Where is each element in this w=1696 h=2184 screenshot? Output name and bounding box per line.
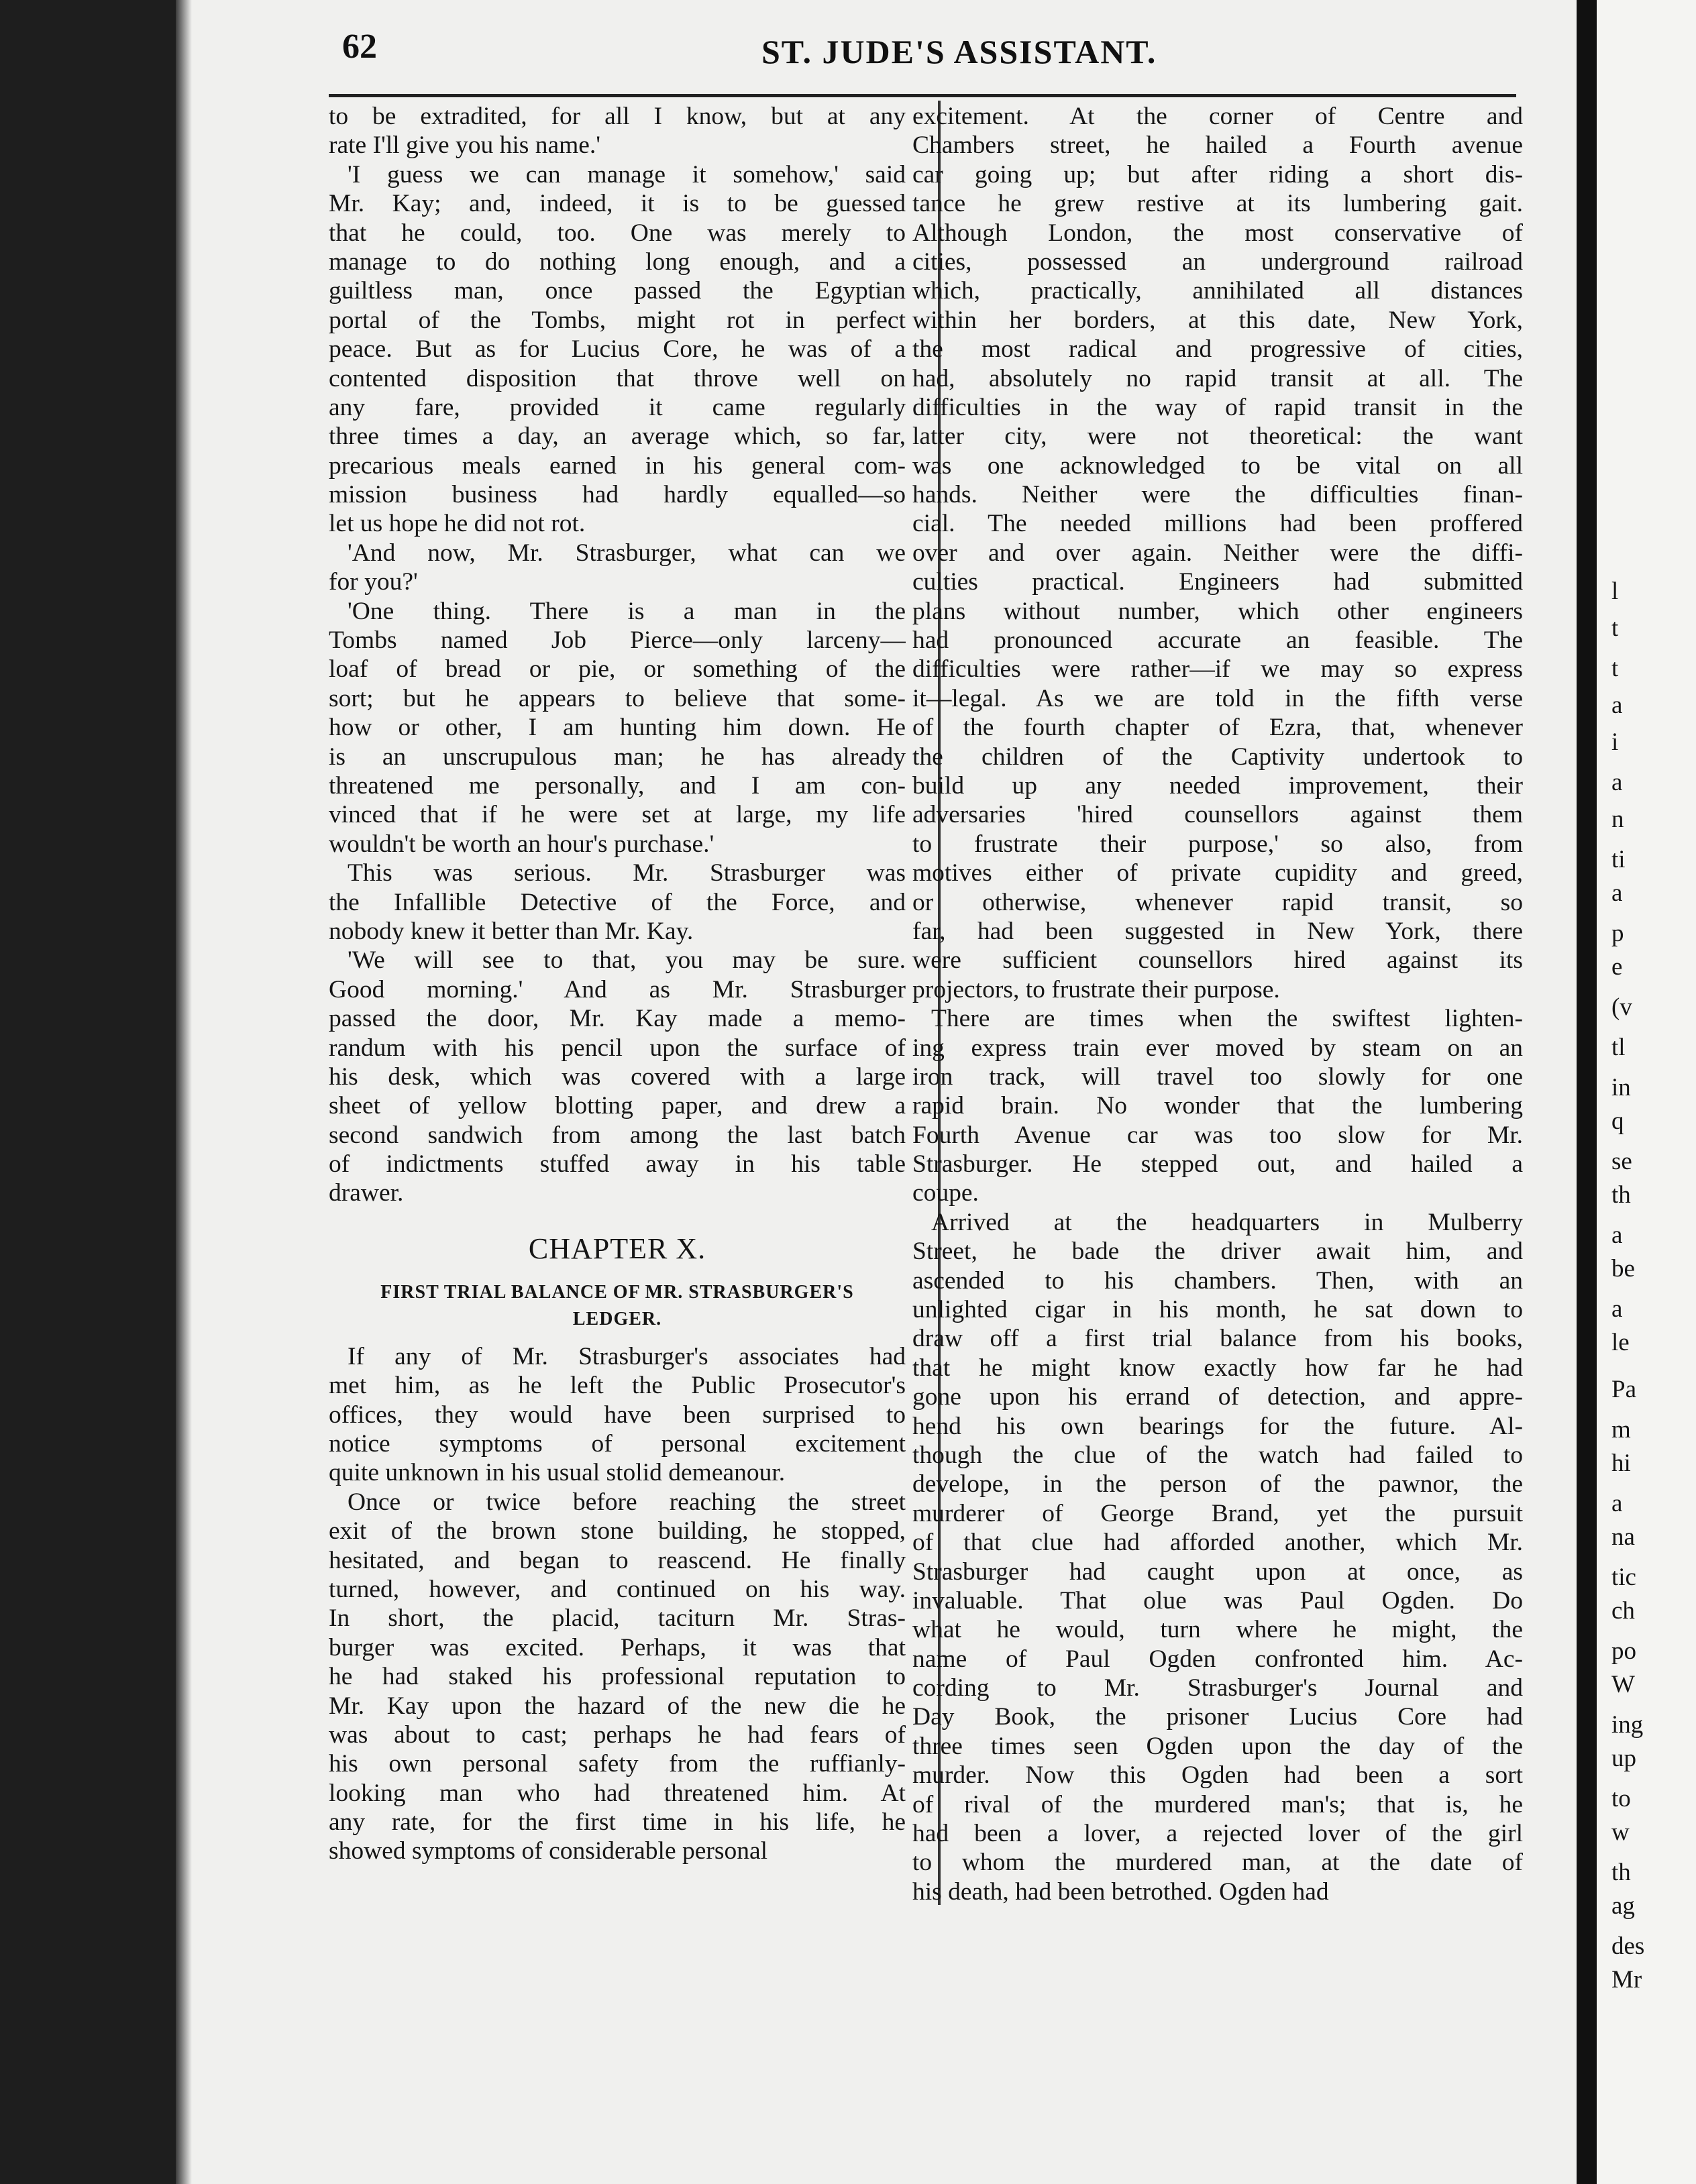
text-line: what he would, turn where he might, the: [912, 1616, 1523, 1644]
text-line: that he could, too. One was merely to: [329, 219, 906, 247]
adjacent-page-fragment: a: [1611, 769, 1623, 796]
text-line: or otherwise, whenever rapid transit, so: [912, 888, 1523, 916]
adjacent-page-fragment: tl: [1611, 1034, 1626, 1061]
text-line: it—legal. As we are told in the fifth verse: [912, 684, 1523, 712]
text-line: 'And now, Mr. Strasburger, what can we: [348, 539, 906, 567]
text-line: met him, as he left the Public Prosecutor's: [329, 1372, 906, 1400]
text-line: his death, had been betrothed. Ogden had: [912, 1877, 1329, 1906]
adjacent-page-fragment: a: [1611, 879, 1623, 907]
text-line: contented disposition that throve well on: [329, 364, 906, 392]
text-line: had been a lover, a rejected lover of the girl: [912, 1820, 1523, 1848]
text-line: vinced that if he were set at large, my life: [329, 801, 906, 829]
text-line: he had staked his professional reputation to: [329, 1663, 906, 1691]
adjacent-page-fragment: n: [1611, 806, 1624, 833]
text-line: If any of Mr. Strasburger's associates had: [348, 1342, 906, 1370]
text-line: difficulties were rather—if we may so express: [912, 655, 1523, 684]
text-line: quite unknown in his usual stolid demeanour.: [329, 1459, 786, 1487]
text-line: 'I guess we can manage it somehow,' said: [348, 160, 906, 188]
text-line: wouldn't be worth an hour's purchase.': [329, 830, 714, 858]
text-line: manage to do nothing long enough, and a: [329, 248, 906, 276]
adjacent-page-fragment: Pa: [1611, 1376, 1636, 1403]
adjacent-page-fragment: ing: [1611, 1711, 1644, 1739]
text-line: Day Book, the prisoner Lucius Core had: [912, 1703, 1523, 1731]
text-line: Mr. Kay; and, indeed, it is to be guessed: [329, 190, 906, 218]
chapter-subtitle: [329, 1279, 906, 1333]
text-line: were sufficient counsellors hired against its: [912, 946, 1523, 975]
text-line: excitement. At the corner of Centre and: [912, 103, 1523, 130]
text-line: loaf of bread or pie, or something of the: [329, 655, 906, 684]
text-line: tance he grew restive at its lumbering gait.: [912, 190, 1523, 218]
text-line: precarious meals earned in his general com-: [329, 451, 906, 480]
text-line: nobody knew it better than Mr. Kay.: [329, 917, 694, 945]
text-line: any fare, provided it came regularly: [329, 393, 906, 421]
text-line: develope, in the person of the pawnor, the: [912, 1470, 1523, 1498]
text-line: Chambers street, he hailed a Fourth avenue: [912, 131, 1523, 160]
adjacent-page-fragment: up: [1611, 1745, 1636, 1772]
adjacent-page-fragment: se: [1611, 1148, 1632, 1175]
text-line: hesitated, and began to reascend. He finally: [329, 1546, 906, 1574]
adjacent-page-fragment: Mr: [1611, 1966, 1642, 1994]
adjacent-page-fragment: l: [1611, 578, 1619, 605]
text-line: threatened me personally, and I am con-: [329, 771, 906, 800]
adjacent-page-edge: [1597, 0, 1696, 2184]
text-line: latter city, were not theoretical: the want: [912, 423, 1523, 451]
text-line: of that clue had afforded another, which Mr.: [912, 1529, 1523, 1557]
text-line: was about to cast; perhaps he had fears of: [329, 1721, 906, 1749]
chapter-subtitle-line: FIRST TRIAL BALANCE OF MR. STRASBURGER'S: [380, 1281, 854, 1303]
adjacent-page-fragment: a: [1611, 1295, 1623, 1323]
text-line: build up any needed improvement, their: [912, 771, 1523, 800]
text-line: This was serious. Mr. Strasburger was: [348, 859, 906, 887]
adjacent-page-fragment: th: [1611, 1181, 1631, 1209]
text-line: showed symptoms of considerable personal: [329, 1837, 768, 1865]
text-line: three times a day, an average which, so far,: [329, 423, 906, 451]
text-line: hend his own bearings for the future. Al-: [912, 1412, 1523, 1440]
text-line: Arrived at the headquarters in Mulberry: [931, 1208, 1523, 1236]
text-line: passed the door, Mr. Kay made a memo-: [329, 1005, 906, 1033]
text-line: randum with his pencil upon the surface of: [329, 1034, 906, 1062]
text-line: Good morning.' And as Mr. Strasburger: [329, 975, 906, 1003]
text-line: was one acknowledged to be vital on all: [912, 451, 1523, 480]
text-line: guiltless man, once passed the Egyptian: [329, 277, 906, 305]
text-line: difficulties in the way of rapid transit in the: [912, 393, 1523, 421]
text-line: ascended to his chambers. Then, with an: [912, 1266, 1523, 1295]
adjacent-page-fragment: ti: [1611, 846, 1626, 873]
header-rule: [329, 94, 1516, 97]
text-line: his desk, which was covered with a large: [329, 1062, 906, 1091]
text-line: Although London, the most conservative of: [912, 219, 1523, 247]
binding-shadow: [176, 0, 192, 2184]
text-line: the Infallible Detective of the Force, and: [329, 888, 906, 916]
text-line: had pronounced accurate an feasible. The: [912, 626, 1523, 655]
text-line: his own personal safety from the ruffianly-: [329, 1750, 906, 1778]
left-column-text-after-chapter: [329, 1342, 906, 1866]
adjacent-page-fragment: t: [1611, 614, 1619, 642]
adjacent-page-fragment: w: [1611, 1818, 1630, 1846]
chapter-subtitle-line: LEDGER.: [572, 1308, 662, 1329]
text-line: rate I'll give you his name.': [329, 131, 601, 160]
text-line: murder. Now this Ogden had been a sort: [912, 1761, 1523, 1790]
text-line: drawer.: [329, 1179, 404, 1207]
text-line: Strasburger had caught upon at once, as: [912, 1558, 1523, 1586]
text-line: Once or twice before reaching the street: [348, 1488, 906, 1516]
text-line: plans without number, which other engineers: [912, 597, 1523, 625]
text-line: to frustrate their purpose,' so also, from: [912, 830, 1523, 858]
adjacent-page-fragment: le: [1611, 1329, 1630, 1356]
adjacent-page-fragment: e: [1611, 953, 1623, 981]
text-line: any rate, for the first time in his life, he: [329, 1808, 906, 1837]
adjacent-page-fragment: a: [1611, 1221, 1623, 1249]
text-line: that he might know exactly how far he had: [912, 1354, 1523, 1382]
text-line: iron track, will travel too slowly for one: [912, 1062, 1523, 1091]
adjacent-page-fragment: tic: [1611, 1564, 1636, 1591]
text-line: the children of the Captivity undertook to: [912, 743, 1523, 771]
text-line: though the clue of the watch had failed to: [912, 1441, 1523, 1469]
text-line: of rival of the murdered man's; that is, he: [912, 1790, 1523, 1818]
text-line: within her borders, at this date, New York,: [912, 306, 1523, 334]
text-line: exit of the brown stone building, he stopped,: [329, 1517, 906, 1545]
text-line: over and over again. Neither were the diffi-: [912, 539, 1523, 567]
text-line: second sandwich from among the last batch: [329, 1121, 906, 1149]
text-line: Fourth Avenue car was too slow for Mr.: [912, 1121, 1523, 1149]
adjacent-page-fragment: p: [1611, 920, 1624, 947]
chapter-title: CHAPTER X.: [528, 1232, 706, 1265]
text-line: the most radical and progressive of cities,: [912, 335, 1523, 364]
adjacent-page-fragment: po: [1611, 1637, 1636, 1665]
left-column-text-before-chapter: [329, 102, 906, 1208]
page-gutter: [1577, 0, 1597, 2184]
text-line: to be extradited, for all I know, but at any: [329, 103, 906, 130]
text-line: looking man who had threatened him. At: [329, 1779, 906, 1807]
text-line: of indictments stuffed away in his table: [329, 1150, 906, 1179]
adjacent-page-fragment: be: [1611, 1255, 1635, 1282]
adjacent-page-fragment: t: [1611, 655, 1619, 682]
text-line: coupe.: [912, 1179, 979, 1207]
text-line: peace. But as for Lucius Core, he was of a: [329, 335, 906, 364]
left-column: [329, 102, 906, 1866]
text-line: culties practical. Engineers had submitted: [912, 568, 1523, 596]
text-line: burger was excited. Perhaps, it was that: [329, 1633, 906, 1661]
text-line: how or other, I am hunting him down. He: [329, 714, 906, 742]
text-line: Strasburger. He stepped out, and hailed a: [912, 1150, 1523, 1179]
running-head: ST. JUDE'S ASSISTANT.: [761, 33, 1157, 70]
text-line: invaluable. That olue was Paul Ogden. Do: [912, 1586, 1523, 1615]
adjacent-page-fragment: ag: [1611, 1892, 1635, 1920]
text-line: gone upon his errand of detection, and appre-: [912, 1383, 1523, 1411]
text-line: had, absolutely no rapid transit at all. The: [912, 364, 1523, 392]
text-line: adversaries 'hired counsellors against them: [912, 801, 1523, 829]
text-line: let us hope he did not rot.: [329, 510, 586, 538]
text-line: Mr. Kay upon the hazard of the new die he: [329, 1692, 906, 1720]
text-line: portal of the Tombs, might rot in perfect: [329, 306, 906, 334]
adjacent-page-fragment: a: [1611, 1490, 1623, 1517]
adjacent-page-fragment: to: [1611, 1785, 1631, 1812]
text-line: offices, they would have been surprised to: [329, 1401, 906, 1429]
text-line: hands. Neither were the difficulties finan-: [912, 481, 1523, 509]
text-line: sort; but he appears to believe that some-: [329, 684, 906, 712]
text-line: 'One thing. There is a man in the: [348, 597, 906, 625]
adjacent-page-fragment: (v: [1611, 993, 1632, 1021]
text-line: 'We will see to that, you may be sure.: [348, 946, 906, 975]
page-header: [342, 27, 1516, 80]
text-line: of the fourth chapter of Ezra, that, whenever: [912, 714, 1523, 742]
text-line: motives either of private cupidity and greed,: [912, 859, 1523, 887]
text-line: Tombs named Job Pierce—only larceny—: [329, 626, 906, 655]
text-line: In short, the placid, taciturn Mr. Stras-: [329, 1604, 906, 1633]
adjacent-page-fragment: q: [1611, 1107, 1624, 1135]
adjacent-page-fragment: W: [1611, 1671, 1635, 1698]
text-line: which, practically, annihilated all distances: [912, 277, 1523, 305]
text-line: cording to Mr. Strasburger's Journal and: [912, 1674, 1523, 1702]
adjacent-page-fragment: in: [1611, 1074, 1631, 1101]
text-line: cities, possessed an underground railroad: [912, 248, 1523, 276]
adjacent-page-fragment: th: [1611, 1859, 1631, 1886]
text-line: far, had been suggested in New York, there: [912, 917, 1523, 945]
adjacent-page-fragment: m: [1611, 1416, 1631, 1443]
text-line: unlighted cigar in his month, he sat down to: [912, 1296, 1523, 1324]
adjacent-page-fragment: hi: [1611, 1450, 1631, 1477]
adjacent-page-fragment: ch: [1611, 1597, 1635, 1625]
text-line: to whom the murdered man, at the date of: [912, 1849, 1523, 1877]
text-line: car going up; but after riding a short dis-: [912, 160, 1523, 188]
text-line: notice symptoms of personal excitement: [329, 1430, 906, 1458]
right-column-text: [912, 102, 1523, 1906]
adjacent-page-fragment: i: [1611, 728, 1619, 756]
adjacent-page-fragment: a: [1611, 692, 1623, 719]
text-line: There are times when the swiftest lighten-: [931, 1005, 1523, 1033]
text-line: murderer of George Brand, yet the pursuit: [912, 1499, 1523, 1527]
text-line: sheet of yellow blotting paper, and drew a: [329, 1092, 906, 1120]
text-line: for you?': [329, 568, 418, 596]
text-line: name of Paul Ogden confronted him. Ac-: [912, 1645, 1523, 1673]
text-line: projectors, to frustrate their purpose.: [912, 975, 1280, 1003]
adjacent-page-fragment: des: [1611, 1932, 1645, 1960]
text-line: ing express train ever moved by steam on an: [912, 1034, 1523, 1062]
adjacent-page-fragment: na: [1611, 1523, 1635, 1551]
text-line: cial. The needed millions had been proffered: [912, 510, 1523, 538]
text-line: draw off a first trial balance from his books,: [912, 1325, 1523, 1353]
text-line: Street, he bade the driver await him, and: [912, 1238, 1523, 1266]
text-line: rapid brain. No wonder that the lumbering: [912, 1092, 1523, 1120]
text-line: three times seen Ogden upon the day of the: [912, 1732, 1523, 1760]
right-column: [912, 102, 1523, 1906]
text-line: mission business had hardly equalled—so: [329, 481, 906, 509]
text-line: is an unscrupulous man; he has already: [329, 743, 906, 771]
page-number: 62: [342, 28, 377, 66]
text-line: turned, however, and continued on his way.: [329, 1575, 906, 1603]
